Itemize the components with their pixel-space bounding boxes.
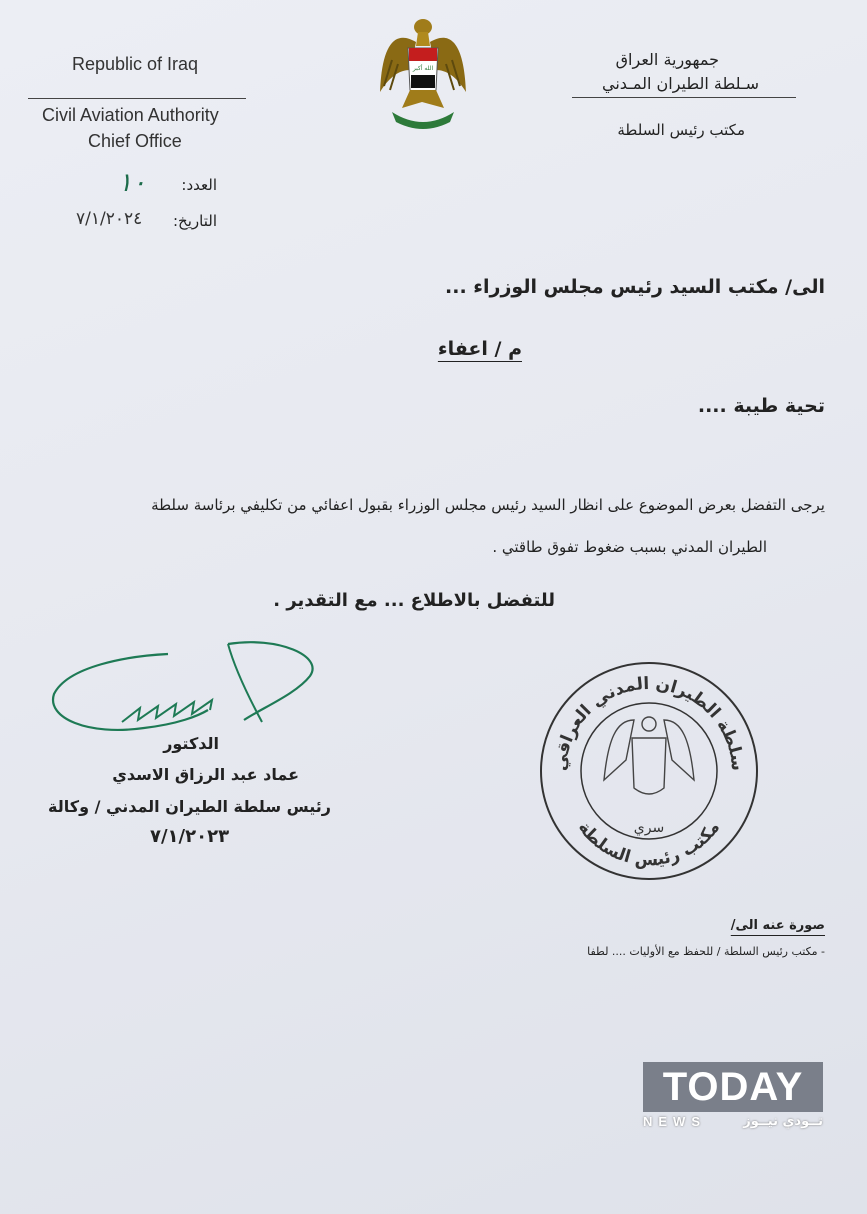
header-ar-divider (572, 97, 796, 98)
header-en-country: Republic of Iraq (72, 54, 199, 74)
letter-addressee: الى/ مكتب السيد رئيس مجلس الوزراء ... (445, 276, 825, 298)
signature-title: الدكتور (163, 734, 219, 753)
copy-to-heading: صورة عنه الى/ (730, 918, 825, 933)
letter-subject: م / اعفاء (437, 338, 522, 360)
reference-number-value: ١٠ (118, 168, 146, 198)
watermark-sub-en: NEWS (643, 1114, 706, 1129)
watermark-sub-ar: تــودي نيــوز (743, 1114, 823, 1129)
header-ar-office: مكتب رئيس السلطة (617, 121, 745, 139)
watermark-logo (643, 1062, 823, 1112)
official-stamp (536, 660, 762, 882)
header-en-divider (28, 98, 246, 99)
emblem-label: الله أكبر (412, 65, 434, 72)
reference-date-label: التاريخ: (173, 212, 217, 230)
watermark-brand: TODAY (662, 1064, 804, 1109)
letter-closing: للتفضل بالاطلاع ... مع التقدير . (273, 590, 555, 611)
copy-to-item: - مكتب رئيس السلطة / للحفظ مع الأوليات .... لطفا (587, 945, 825, 958)
stamp-ring-text: سلطة الطيران المدني العراقي (550, 673, 748, 772)
stamp-center-text: سري (633, 820, 665, 836)
header-ar-country: جمهورية العراق (615, 50, 719, 69)
signature-date: ٧/١/٢٠٢٣ (150, 826, 230, 847)
signature-position: رئيس سلطة الطيران المدني / وكالة (48, 797, 331, 816)
letter-body-line1: يرجى التفضل بعرض الموضوع على انظار السيد رئيس مجلس الوزراء بقبول اعفائي من تكليفي برئاسة سلطة (151, 496, 825, 514)
header-ar-authority: سـلطة الطيران المـدني (601, 74, 759, 93)
letter-body-line2: الطيران المدني بسبب ضغوط تفوق طاقتي . (492, 538, 767, 556)
header-en-authority: Civil Aviation Authority (42, 105, 219, 125)
reference-number-label: العدد: (181, 176, 217, 194)
letter-greeting: تحية طيبة .... (697, 395, 825, 417)
reference-date-value: ٧/١/٢٠٢٤ (76, 209, 143, 229)
header-en-office: Chief Office (88, 131, 182, 151)
handwritten-signature (48, 636, 323, 746)
watermark-subline (643, 1114, 823, 1129)
iraq-emblem-icon (378, 12, 468, 130)
signature-name: عماد عبد الرزاق الاسدي (112, 765, 299, 784)
stamp-bottom-text: مكتب رئيس السلطة (573, 817, 725, 871)
